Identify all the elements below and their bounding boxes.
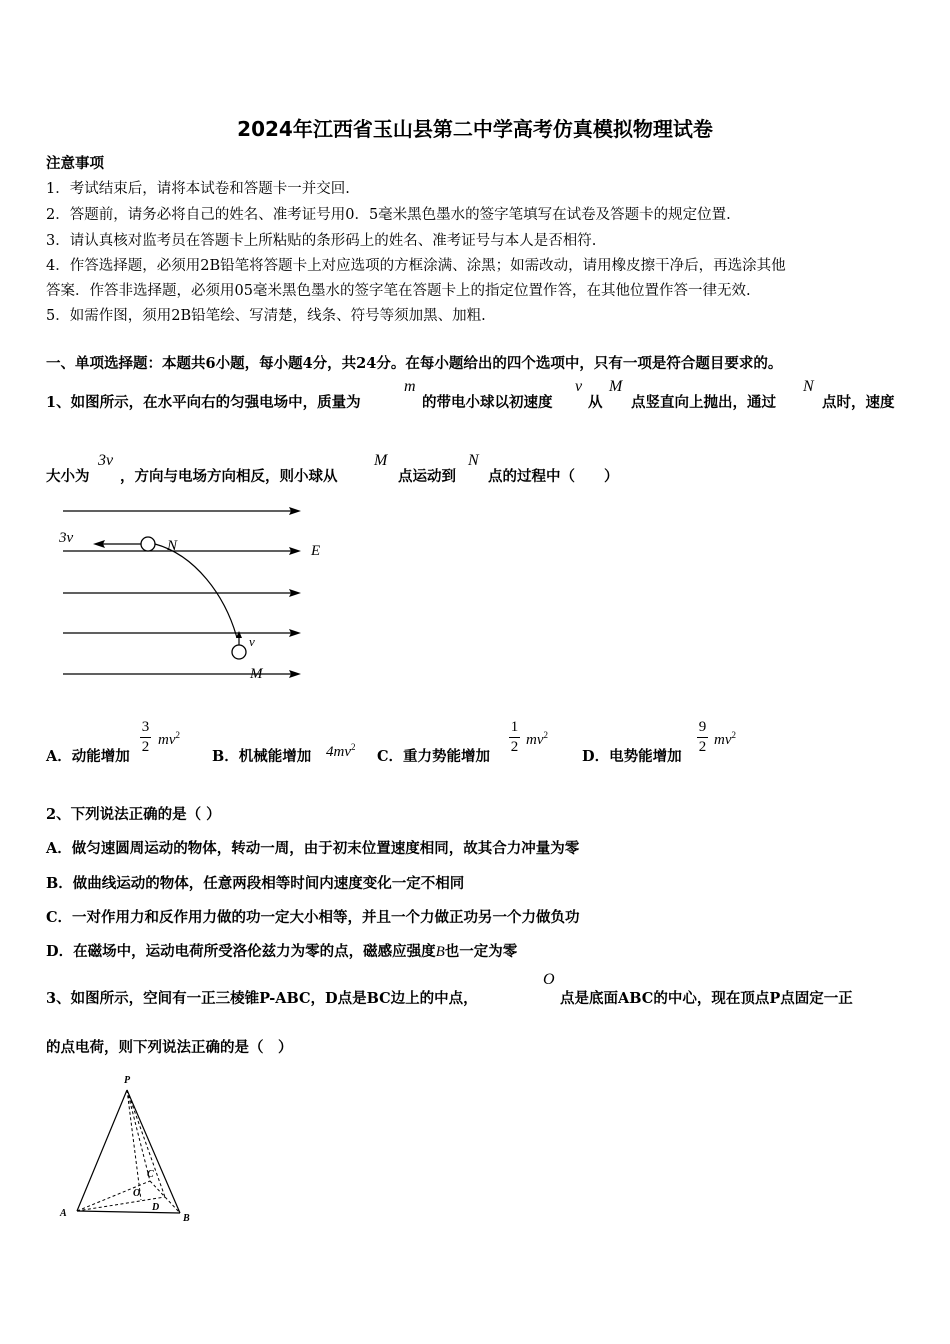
q1-symbol: m xyxy=(404,378,416,395)
q1-text: 大小为 xyxy=(46,468,90,485)
label-v: v xyxy=(249,634,255,649)
label-O: O xyxy=(133,1188,141,1199)
q2-option-c: C．一对作用力和反作用力做的功一定大小相等，并且一个力做正功另一个力做负功 xyxy=(46,909,580,926)
q3-text: 3、如图所示，空间有一正三棱锥P-ABC，D点是BC边上的中点， xyxy=(46,990,478,1007)
q1-symbol: M xyxy=(609,378,623,395)
notice-item: 2．答题前，请务必将自己的姓名、准考证号用0．5毫米黑色墨水的签字笔填写在试卷及答题卡的规定位置. xyxy=(46,207,731,223)
q3-text: 点是底面ABC的中心，现在顶点P点固定一正 xyxy=(560,990,853,1007)
q1-text: 1、如图所示，在水平向右的匀强电场中，质量为 xyxy=(46,394,361,411)
label-3v: 3v xyxy=(59,530,74,546)
q3-figure xyxy=(55,1068,205,1228)
line-PD xyxy=(127,1090,165,1197)
page-title: 2024年江西省玉山县第二中学高考仿真模拟物理试卷 xyxy=(237,117,713,141)
q1-text: 的带电小球以初速度 xyxy=(422,394,553,411)
label-C: C xyxy=(147,1169,154,1180)
q1-option-b: B．机械能增加 xyxy=(212,748,312,765)
label-D: D xyxy=(152,1202,160,1213)
q1-option-c: C．重力势能增加 xyxy=(377,748,491,765)
label-P: P xyxy=(124,1075,131,1086)
q1-symbol: 3v xyxy=(98,452,114,469)
q1-symbol: M xyxy=(374,452,388,469)
label-E: E xyxy=(311,543,321,559)
ball-at-M xyxy=(232,645,246,659)
label-N: N xyxy=(167,538,178,554)
mv-squared: $4mv^2$ xyxy=(326,742,356,760)
fraction: 1 2 xyxy=(510,719,519,755)
q1-symbol: N xyxy=(803,378,814,395)
q1-symbol: N xyxy=(468,452,479,469)
q2-option-b: B．做曲线运动的物体，任意两段相等时间内速度变化一定不相同 xyxy=(46,875,465,892)
mv-squared: $mv^2$ xyxy=(526,730,548,748)
q1-figure xyxy=(55,500,345,690)
trajectory xyxy=(155,544,237,638)
notice-heading: 注意事项 xyxy=(46,155,104,172)
section-heading: 一、单项选择题：本题共6小题，每小题4分，共24分。在每小题给出的四个选项中，只有一项是符合题目要求的。 xyxy=(46,355,783,372)
q1-option-a: A．动能增加 xyxy=(46,748,130,765)
notice-item: 答案．作答非选择题，必须用05毫米黑色墨水的签字笔在答题卡上的指定位置作答，在其他位置作答一律无效. xyxy=(46,283,751,299)
fraction: 3 2 xyxy=(141,719,150,755)
notice-item: 3．请认真核对监考员在答题卡上所粘贴的条形码上的姓名、准考证号与本人是否相符. xyxy=(46,233,597,249)
q1-symbol: v xyxy=(575,378,583,395)
q3-symbol: O xyxy=(543,971,555,988)
edge-AB xyxy=(77,1211,180,1213)
ball-at-N xyxy=(141,537,155,551)
label-M: M xyxy=(250,666,263,682)
notice-item: 5．如需作图，须用2B铅笔绘、写清楚，线条、符号等须加黑、加粗. xyxy=(46,308,486,324)
label-A: A xyxy=(60,1208,67,1219)
notice-item: 4．作答选择题，必须用2B铅笔将答题卡上对应选项的方框涂满、涂黑；如需改动，请用橡皮擦干净后，再选涂其他 xyxy=(46,258,786,274)
q1-text: ，方向与电场方向相反，则小球从 xyxy=(120,468,338,485)
mv-squared: $mv^2$ xyxy=(158,730,180,748)
q1-option-d: D．电势能增加 xyxy=(582,748,682,765)
mv-squared: $mv^2$ xyxy=(714,730,736,748)
field-arrowheads xyxy=(289,507,301,678)
q1-text: 点的过程中（ ） xyxy=(488,468,619,485)
label-B: B xyxy=(183,1213,190,1224)
q2-option-d: D．在磁场中，运动电荷所受洛伦兹力为零的点，磁感应强度B也一定为零 xyxy=(46,943,518,960)
fraction: 9 2 xyxy=(698,719,707,755)
q3-text: 的点电荷，则下列说法正确的是（ ） xyxy=(46,1039,293,1056)
q1-text: 从 xyxy=(588,394,603,411)
notice-item: 1．考试结束后，请将本试卷和答题卡一并交回. xyxy=(46,181,350,197)
q2-stem: 2、下列说法正确的是（ ） xyxy=(46,806,221,823)
q2-option-a: A．做匀速圆周运动的物体，转动一周，由于初末位置速度相同，故其合力冲量为零 xyxy=(46,840,580,857)
q1-text: 点时，速度 xyxy=(822,394,895,411)
q1-text: 点运动到 xyxy=(398,468,456,485)
edge-PA xyxy=(77,1090,127,1211)
q1-text: 点竖直向上抛出，通过 xyxy=(631,394,776,411)
